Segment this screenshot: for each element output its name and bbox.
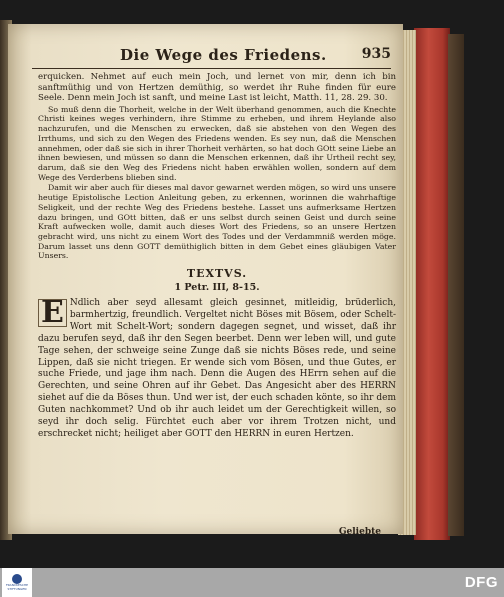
library-logo-text: FRANCKESCHE STIFTUNGEN <box>5 583 29 591</box>
drop-cap: E <box>38 299 67 327</box>
book-red-fore-edge <box>414 28 450 540</box>
page-number: 935 <box>361 46 391 62</box>
scripture-text <box>38 295 396 441</box>
header-rule <box>32 68 391 69</box>
scripture-citation: 1 Petr. III, 8-15. <box>174 282 260 294</box>
running-title: Die Wege des Friedens. <box>120 46 327 64</box>
paragraph-1: erquicken. Nehmet auf euch mein Joch, und lernet von mir, denn ich bin sanftmüthig und von Hertzen demüthig, so werdet ihr Ruhe finden für eure Seele. Denn mein Joch ist sanft, und meine Last ist leicht, Matth. 11, 28. 29. 30. <box>38 72 396 104</box>
textus-heading: TEXTVS. <box>186 267 248 281</box>
page-header <box>32 46 391 66</box>
viewer-footer <box>0 568 504 597</box>
scripture-body: Ndlich aber seyd allesamt gleich gesinnet, mitleidig, brüderlich, barmhertzig, freundlich. Vergeltet nicht Böses mit Bösem, oder Schelt-Wort mit Schelt-Wort; sondern dagegen segnet, und wisset, daß ihr dazu berufen seyd, daß ihr den Segen beerbet. Denn wer leben will, und gute Tage sehen, der schweige seine Zunge daß sie nichts Böses rede, und seine Lippen, daß sie nicht triegen. Er wende sich vom Bösen, und thue Gutes, er suche Friede, und jage ihm nach. Denn die Augen des HErrn sehen auf die Gerechten, und seine Ohren auf ihr Gebet. Das Angesicht aber des HERRN siehet auf die da Böses thun. Und wer ist, der euch schaden könte, so ihr dem Guten nachkommet? Und ob ihr auch leidet um der Gerechtigkeit willen, so seyd ihr doch selig. Fürchtet euch aber vor ihrem Trotzen nicht, und erschrecket nicht; heiliget aber GOTT den HERRN in euren Hertzen. <box>38 298 396 439</box>
catchword: Geliebte <box>338 527 381 537</box>
paragraph-3: Damit wir aber auch für dieses mal davor gewarnet werden mögen, so wird uns unsere heutige Epistolische Lection Anleitung geben, zu erkennen, worinnen die wahrhaftige Seligkeit, und der rechte Weg des Friedens bestehe. Lasset uns aufmerksame Hertzen dazu bringen, und GOtt bitten, daß er uns selbst durch seinen Geist und durch seine Kraft aufwecken wolle, damit auch dieses Wort des Friedens, so an unsere Hertzen gebracht wird, uns nicht zu einem Wort des Todes und der Verdammniß werden möge. Darum lasset uns denn GOTT demüthiglich bitten in dem Gebet eines gläubigen Vater Unsers. <box>38 183 396 261</box>
book-page <box>8 24 403 537</box>
dfg-logo[interactable]: DFG <box>464 574 498 591</box>
page-body <box>38 72 396 450</box>
book-cover-edge <box>448 34 464 536</box>
paragraph-2: So muß denn die Thorheit, welche in der Welt überhand genommen, auch die Knechte Christi keines weges verhindern, ihre Stimme zu erheben, und ihrem Heylande also nachzurufen, und die Menschen zu erwecken, daß sie abstehen von den Wegen des Irrthums, und sich zu den Wegen des Friedens wenden. Es sey nun, daß die Menschen annehmen, oder daß sie sich in ihrer Thorheit verhärten, so hat doch GOtt seine Liebe an ihnen bewiesen, und müssen so dann die Menschen erkennen, daß ihr Urtheil recht sey, darum, daß sie den Weg des Friedens nicht haben erwählen wollen, sondern auf dem Wege des Verderbens blieben sind. <box>38 104 396 182</box>
library-logo[interactable] <box>2 568 32 597</box>
